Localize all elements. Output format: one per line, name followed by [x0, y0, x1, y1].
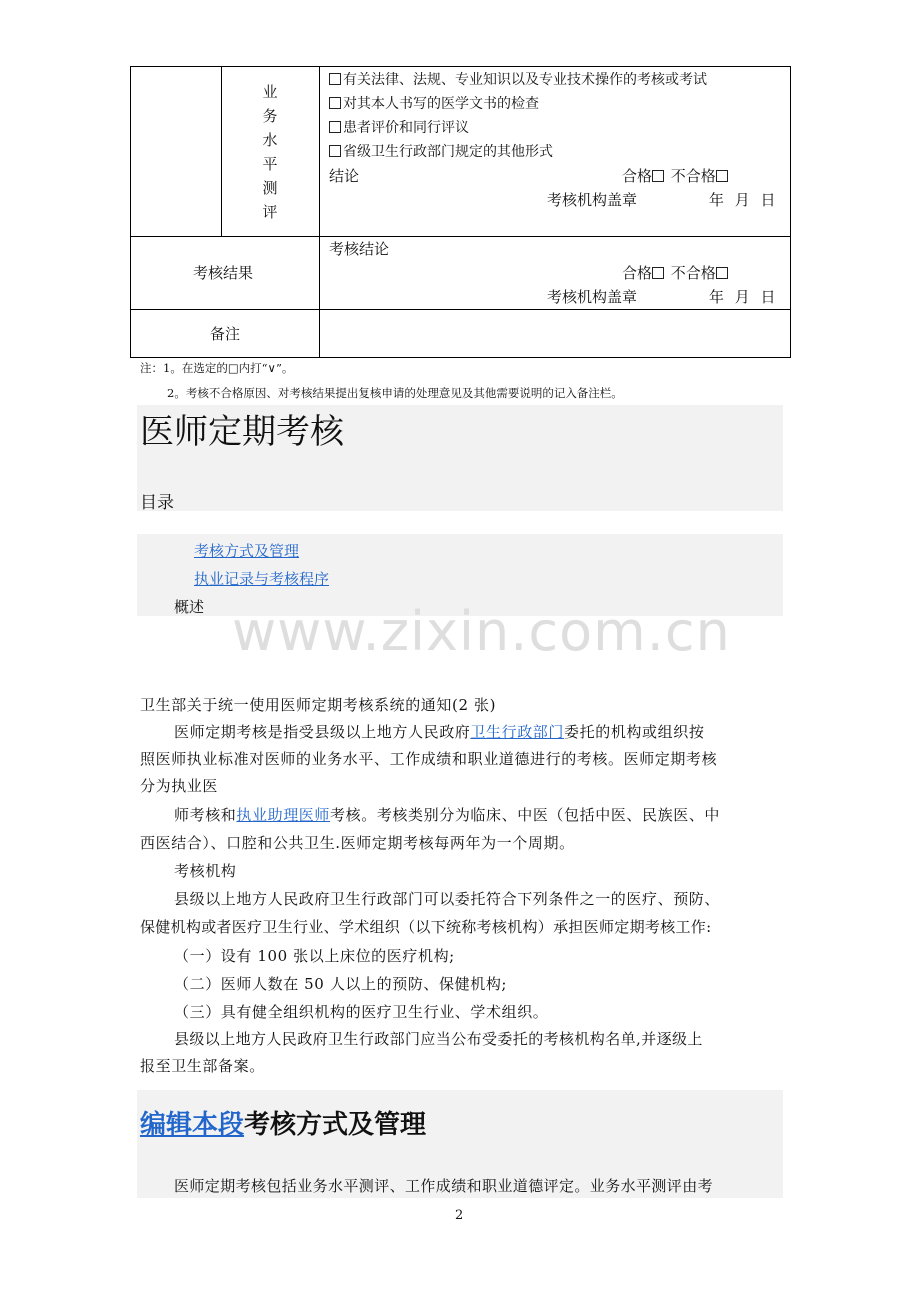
result-pass-fail-options[interactable]: 合格 不合格 [622, 261, 730, 285]
conclusion-label: 结论 [329, 167, 360, 185]
condition-item: （三）具有健全组织机构的医疗卫生行业、学术组织。 [174, 1003, 549, 1021]
note-1: 注：1。在选定的□内打“∨”。 [140, 361, 294, 375]
paragraph-line: 西医结合）、口腔和公共卫生.医师定期考核每两年为一个周期。 [140, 834, 575, 852]
result-seal-label: 考核机构盖章 [547, 288, 638, 306]
paragraph-line: 县级以上地方人民政府卫生行政部门应当公布受委托的考核机构名单,并逐级上 [174, 1030, 703, 1048]
toc-link-practice-records[interactable]: 执业记录与考核程序 [194, 570, 330, 588]
checkbox-icon[interactable] [329, 73, 341, 85]
condition-item: （二）医师人数在 50 人以上的预防、保健机构; [174, 975, 508, 993]
pass-checkbox-icon[interactable] [652, 170, 664, 182]
checkbox-icon[interactable] [329, 145, 341, 157]
link-assistant-physician[interactable]: 执业助理医师 [236, 806, 331, 824]
checkbox-item[interactable]: 省级卫生行政部门规定的其他形式 [329, 140, 553, 164]
fail-checkbox-icon[interactable] [716, 267, 728, 279]
paragraph-line: 保健机构或者医疗卫生行业、学术组织（以下统称考核机构）承担医师定期考核工作: [140, 918, 712, 936]
page-title: 医师定期考核 [140, 412, 344, 452]
section-heading: 编辑本段考核方式及管理 [140, 1110, 427, 1140]
section-subheading: 考核机构 [174, 862, 237, 880]
toc-link-assessment-methods[interactable]: 考核方式及管理 [194, 542, 300, 560]
toc-heading: 目录 [140, 493, 174, 513]
edit-section-link[interactable]: 编辑本段 [140, 1110, 245, 1140]
link-health-admin-dept[interactable]: 卫生行政部门 [470, 723, 565, 741]
remarks-label: 备注 [210, 325, 241, 343]
pass-fail-options[interactable]: 合格 不合格 [622, 164, 730, 188]
result-conclusion-label: 考核结论 [329, 240, 390, 258]
pass-checkbox-icon[interactable] [652, 267, 664, 279]
checkbox-item[interactable]: 对其本人书写的医学文书的检查 [329, 92, 539, 116]
fail-checkbox-icon[interactable] [716, 170, 728, 182]
checkbox-icon[interactable] [329, 121, 341, 133]
page-number: 2 [455, 1208, 464, 1223]
paragraph-line: 医师定期考核包括业务水平测评、工作成绩和职业道德评定。业务水平测评由考 [174, 1177, 714, 1195]
watermark: www.zixin.com.cn [232, 600, 731, 663]
condition-item: （一）设有 100 张以上床位的医疗机构; [174, 947, 455, 965]
notice-line: 卫生部关于统一使用医师定期考核系统的通知(2 张) [140, 696, 497, 714]
result-label: 考核结果 [193, 264, 254, 282]
paragraph-line: 报至卫生部备案。 [140, 1057, 265, 1075]
paragraph-line: 医师定期考核是指受县级以上地方人民政府卫生行政部门委托的机构或组织按 [174, 723, 705, 741]
paragraph-line: 师考核和执业助理医师考核。考核类别分为临床、中医（包括中医、民族医、中 [174, 806, 721, 824]
date-label: 年 月 日 [709, 191, 776, 209]
result-date-label: 年 月 日 [709, 288, 776, 306]
paragraph-line: 县级以上地方人民政府卫生行政部门可以委托符合下列条件之一的医疗、预防、 [174, 890, 721, 908]
checkbox-item[interactable]: 有关法律、法规、专业知识以及专业技术操作的考核或考试 [329, 68, 707, 92]
paragraph-line: 照医师执业标准对医师的业务水平、工作成绩和职业道德进行的考核。医师定期考核 [140, 750, 718, 768]
paragraph-line: 分为执业医 [140, 777, 219, 795]
business-level-label: 业 务 水 平 测 评 [262, 83, 278, 221]
note-2: 2。考核不合格原因、对考核结果提出复核申请的处理意见及其他需要说明的记入备注栏。 [167, 386, 623, 400]
overview-heading: 概述 [174, 598, 205, 616]
seal-label: 考核机构盖章 [547, 191, 638, 209]
checkbox-icon[interactable] [329, 97, 341, 109]
checkbox-item[interactable]: 患者评价和同行评议 [329, 116, 469, 140]
